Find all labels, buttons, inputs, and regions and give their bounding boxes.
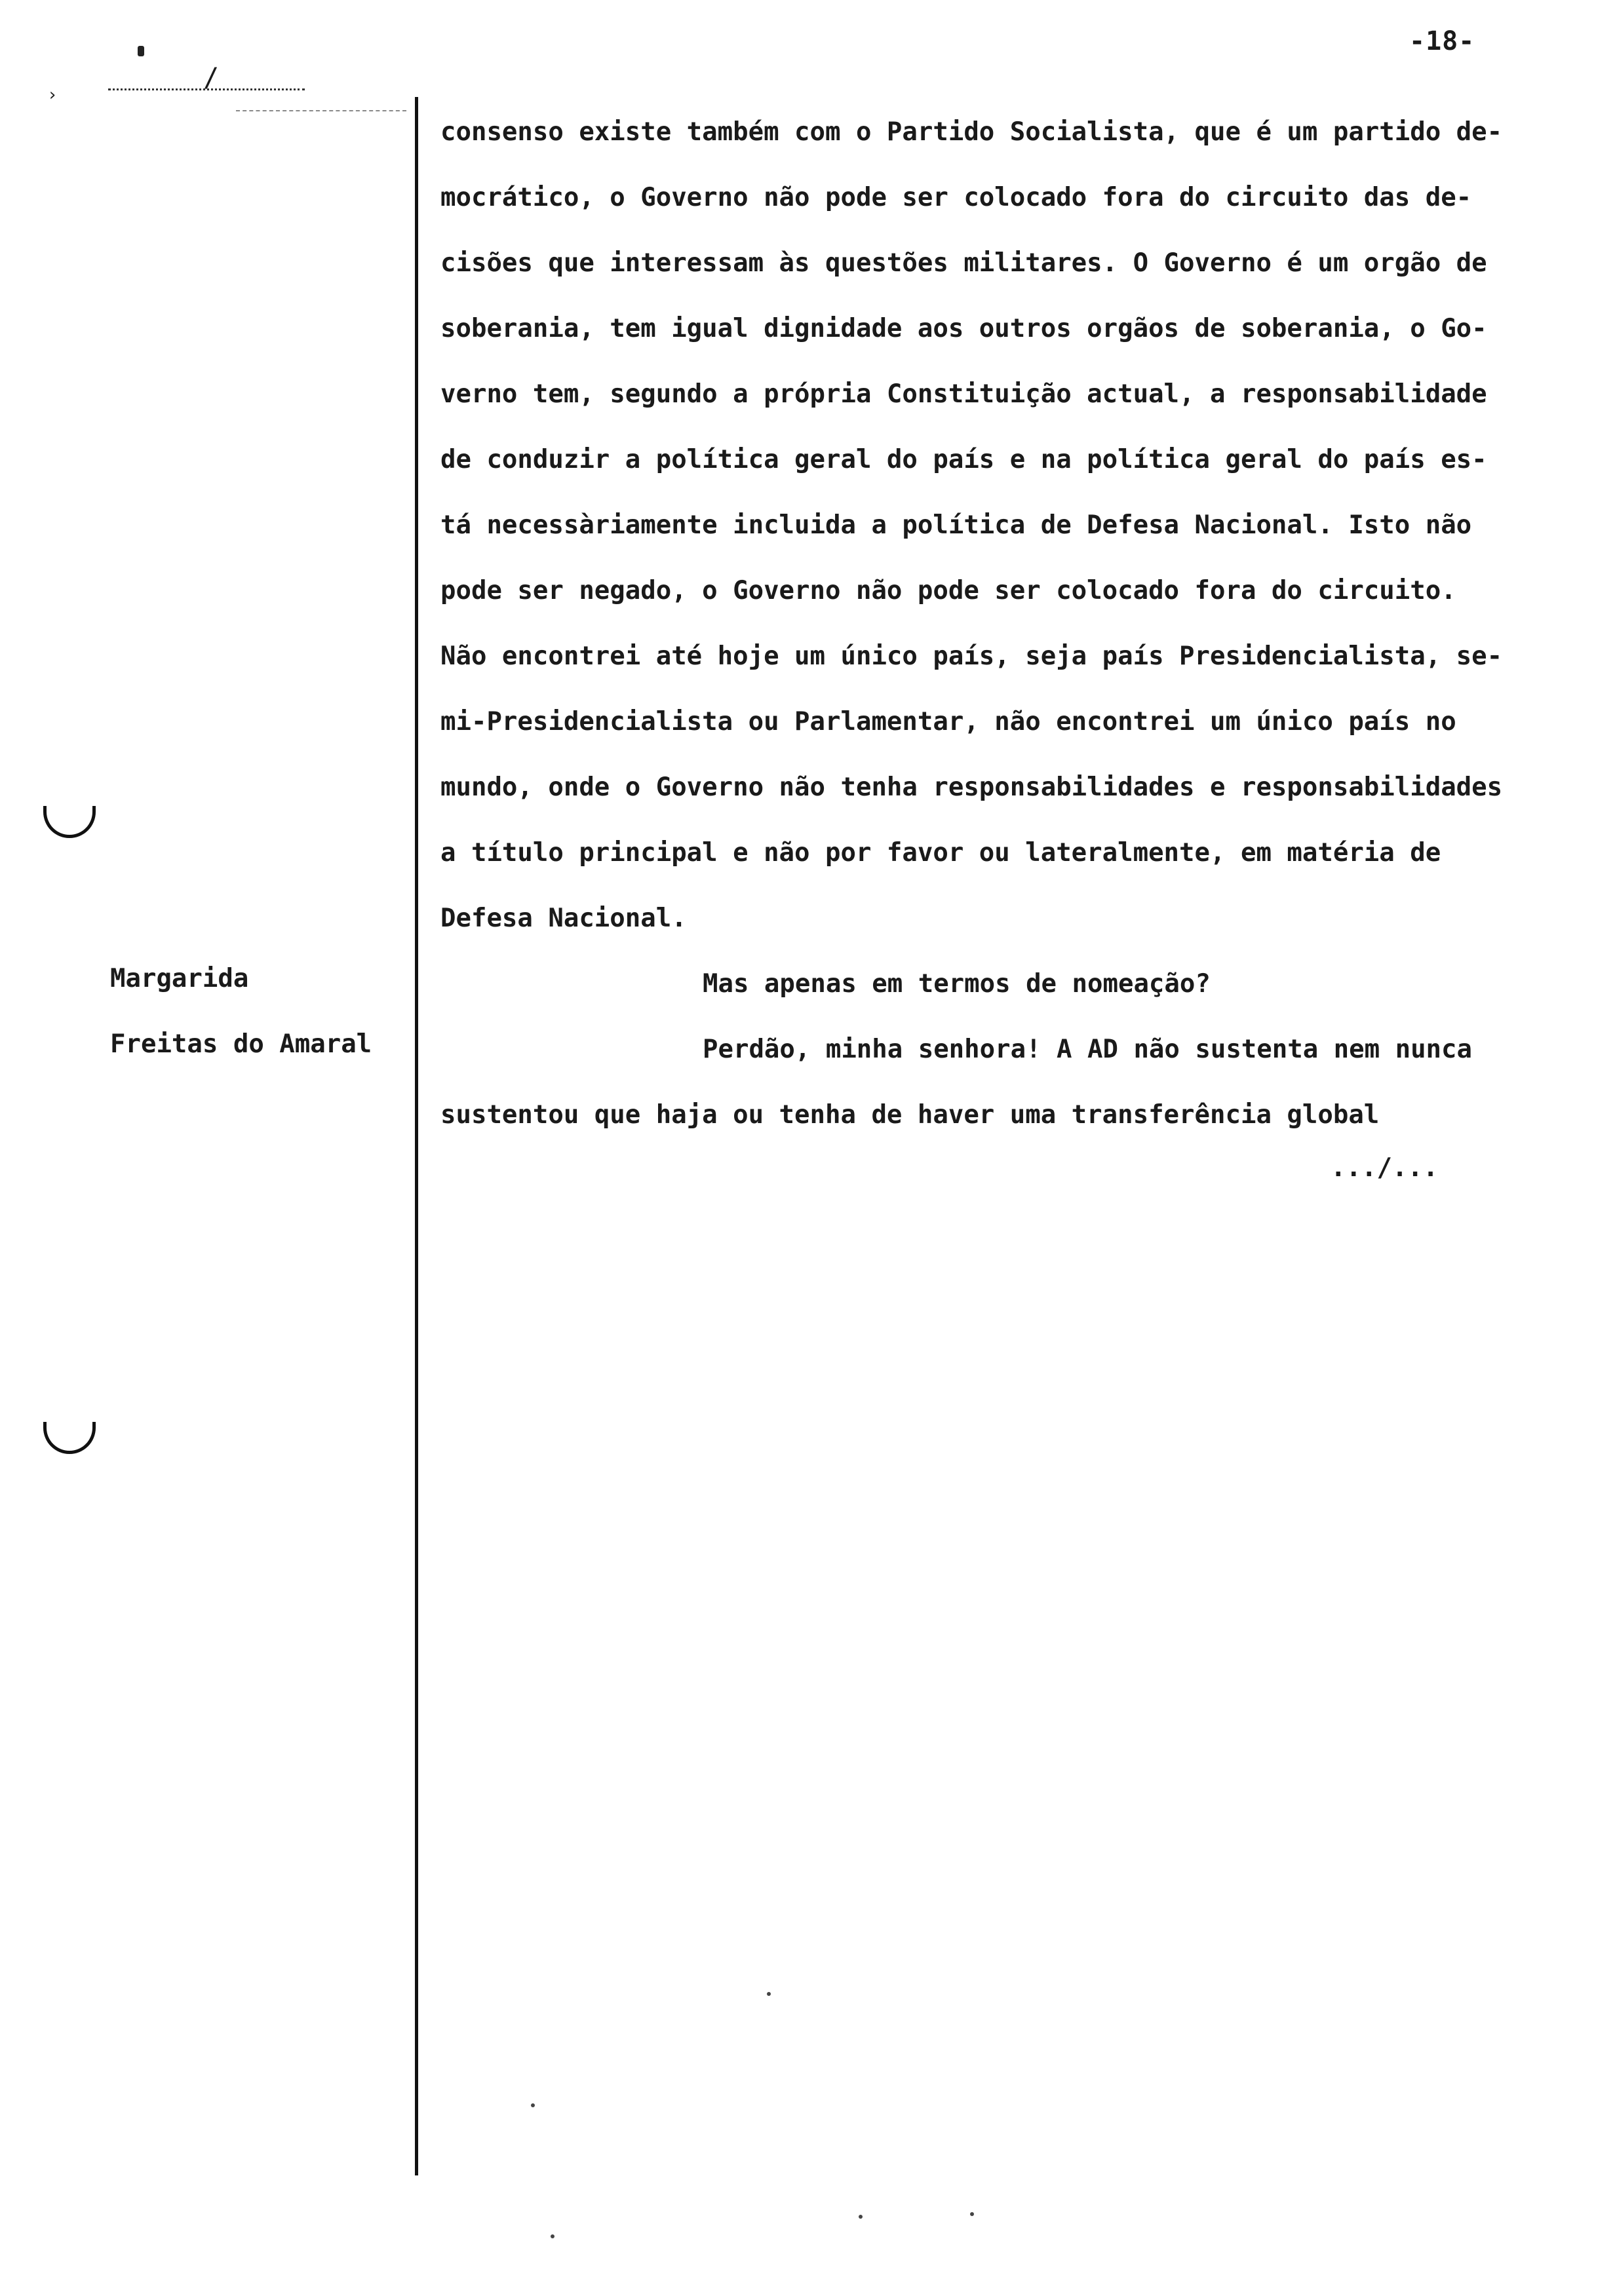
body-line: Não encontrei até hoje um único país, seja país Presidencialista, se-: [440, 641, 1503, 671]
paper-speck: [970, 2212, 974, 2216]
question-line: Mas apenas em termos de nomeação?: [703, 969, 1211, 999]
paper-speck: [859, 2215, 863, 2219]
body-line: verno tem, segundo a própria Constituição actual, a responsabilidade: [440, 379, 1487, 409]
body-line: a título principal e não por favor ou lateralmente, em matéria de: [440, 838, 1441, 868]
binding-hole-mark: [43, 1422, 96, 1454]
body-line: consenso existe também com o Partido Socialista, que é um partido de-: [440, 117, 1503, 147]
continuation-mark: .../...: [1331, 1153, 1439, 1183]
margin-divider-line: [415, 97, 418, 2175]
binding-hole-mark: [43, 806, 96, 838]
transcript-body: [440, 100, 1568, 1148]
body-line: mi-Presidencialista ou Parlamentar, não encontrei um único país no: [440, 707, 1456, 737]
paper-speck: [551, 2234, 555, 2238]
speaker-name-first: Margarida: [110, 964, 249, 993]
speaker-name-second: Freitas do Amaral: [110, 1029, 372, 1059]
body-line: soberania, tem igual dignidade aos outros orgãos de soberania, o Go-: [440, 314, 1487, 343]
body-line: de conduzir a política geral do país e na política geral do país es-: [440, 445, 1487, 474]
dashed-header-line: [236, 110, 406, 111]
header-mark: [138, 46, 144, 56]
answer-line: Perdão, minha senhora! A AD não sustenta nem nunca: [703, 1035, 1472, 1064]
dotted-header-slash: /: [203, 63, 220, 93]
paper-speck: [767, 1992, 771, 1996]
answer-line: sustentou que haja ou tenha de haver uma transferência global: [440, 1100, 1380, 1130]
body-line: mocrático, o Governo não pode ser colocado fora do circuito das de-: [440, 183, 1472, 212]
paper-speck: [531, 2103, 535, 2107]
page-number: -18-: [1409, 26, 1475, 56]
body-line: pode ser negado, o Governo não pode ser colocado fora do circuito.: [440, 576, 1456, 605]
body-line: cisões que interessam às questões militares. O Governo é um orgão de: [440, 248, 1487, 278]
body-line: Defesa Nacional.: [440, 904, 687, 933]
body-line: tá necessàriamente incluida a política de Defesa Nacional. Isto não: [440, 510, 1472, 540]
body-line: mundo, onde o Governo não tenha responsabilidades e responsabilidades: [440, 773, 1503, 802]
margin-tick-mark: ›: [47, 85, 58, 105]
